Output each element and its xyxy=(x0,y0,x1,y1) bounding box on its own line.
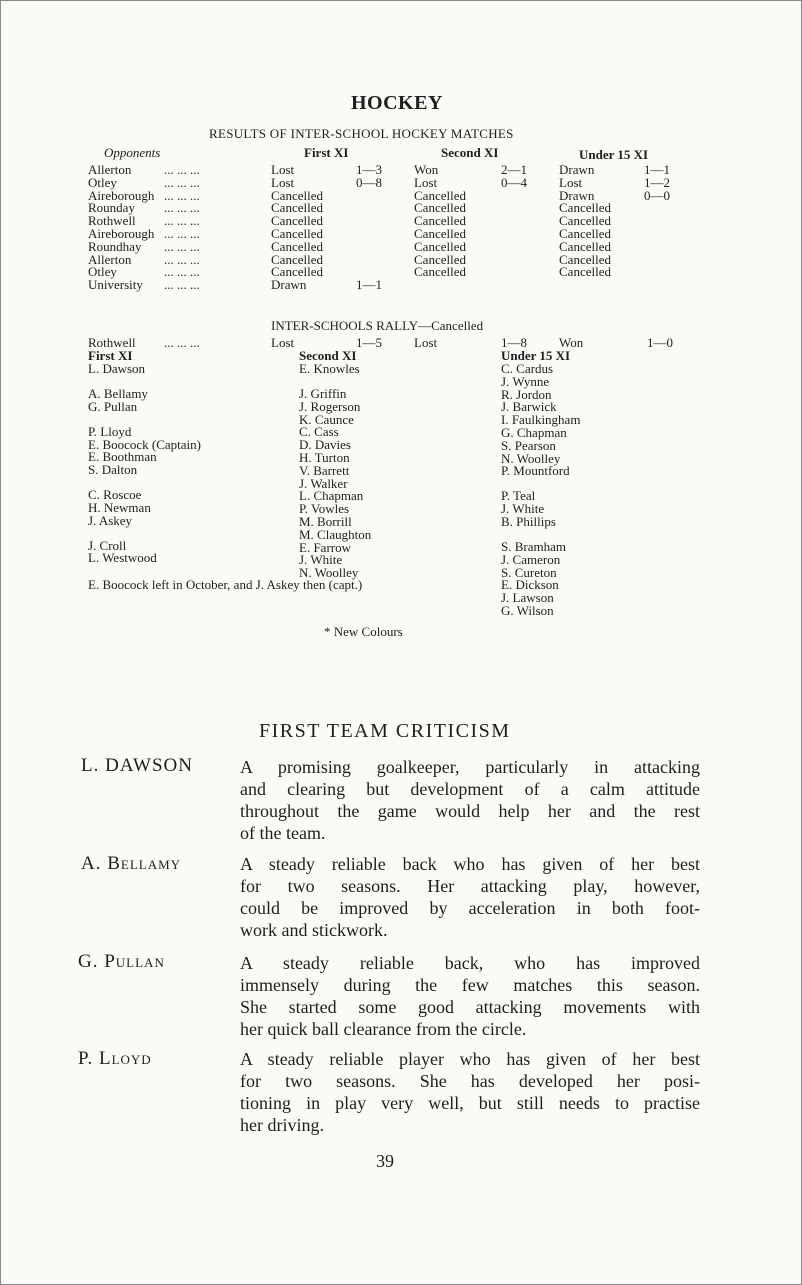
under15-result: Cancelled xyxy=(559,239,611,254)
rothwell-under15-result: Won xyxy=(559,335,584,350)
first-xi-score: 1—1 xyxy=(356,277,382,292)
first-xi-result: Cancelled xyxy=(271,213,323,228)
under15-xi-member: G. Chapman xyxy=(501,425,567,440)
second-xi-member: M. Claughton xyxy=(299,527,372,542)
criticism-line: her quick ball clearance from the circle. xyxy=(240,1019,527,1039)
under15-xi-member: J. Lawson xyxy=(501,590,554,605)
under15-xi-member: J. Barwick xyxy=(501,399,557,414)
second-xi-header: Second XI xyxy=(299,348,357,363)
criticism-name-lloyd: P. Lloyd xyxy=(78,1048,152,1069)
leader-dots: ... ... ... xyxy=(164,200,200,215)
header-second-xi: Second XI xyxy=(441,145,499,160)
under15-xi-member: P. Teal xyxy=(501,488,536,503)
second-xi-result: Won xyxy=(414,162,439,177)
under15-score: 1—1 xyxy=(644,162,670,177)
second-xi-member: V. Barrett xyxy=(299,463,350,478)
criticism-line: for two seasons. She has developed her posi- xyxy=(240,1071,700,1091)
second-xi-result: Cancelled xyxy=(414,239,466,254)
header-opponents: Opponents xyxy=(104,145,161,160)
page-subtitle: RESULTS OF INTER-SCHOOL HOCKEY MATCHES xyxy=(209,126,514,141)
opponent-cell: Rothwell xyxy=(88,213,136,228)
criticism-line: immensely during the few matches this season. xyxy=(240,975,700,995)
first-xi-member: J. Croll xyxy=(88,538,127,553)
criticism-text-bellamy xyxy=(240,853,700,941)
first-xi-result: Cancelled xyxy=(271,239,323,254)
first-xi-score: 0—8 xyxy=(356,175,382,190)
opponent-cell: Roundhay xyxy=(88,239,142,254)
second-xi-result: Cancelled xyxy=(414,188,466,203)
under15-result: Cancelled xyxy=(559,264,611,279)
second-xi-result: Lost xyxy=(414,175,438,190)
second-xi-result: Cancelled xyxy=(414,200,466,215)
first-xi-member: A. Bellamy xyxy=(88,386,148,401)
criticism-line: could be improved by acceleration in both foot- xyxy=(240,898,700,918)
leader-dots: ... ... ... xyxy=(164,277,200,292)
first-xi-score: 1—3 xyxy=(356,162,382,177)
first-xi-member: G. Pullan xyxy=(88,399,138,414)
second-xi-member: P. Vowles xyxy=(299,501,350,516)
first-xi-result: Cancelled xyxy=(271,226,323,241)
page-title: HOCKEY xyxy=(351,92,443,114)
second-xi-member: K. Caunce xyxy=(299,412,354,427)
second-xi-member: J. Griffin xyxy=(299,386,347,401)
first-xi-member: L. Dawson xyxy=(88,361,146,376)
leader-dots: ... ... ... xyxy=(164,188,200,203)
under15-result: Cancelled xyxy=(559,226,611,241)
first-xi-result: Cancelled xyxy=(271,200,323,215)
under15-result: Lost xyxy=(559,175,583,190)
leader-dots: ... ... ... xyxy=(164,226,200,241)
criticism-line: throughout the game would help her and the rest xyxy=(240,801,700,821)
leader-dots: ... ... ... xyxy=(164,239,200,254)
captain-note: E. Boocock left in October, and J. Askey then (capt.) xyxy=(88,577,363,592)
rothwell-first-result: Lost xyxy=(271,335,295,350)
under15-result: Drawn xyxy=(559,162,595,177)
criticism-line: A steady reliable back who has given of her best xyxy=(240,854,700,874)
first-xi-result: Drawn xyxy=(271,277,307,292)
header-first-xi: First XI xyxy=(304,145,349,160)
second-xi-member: E. Farrow xyxy=(299,540,351,555)
criticism-line: A promising goalkeeper, particularly in attacking xyxy=(240,757,700,777)
under15-result: Drawn xyxy=(559,188,595,203)
opponent-cell: Allerton xyxy=(88,162,132,177)
second-xi-member: M. Borrill xyxy=(299,514,352,529)
opponent-cell: Aireborough xyxy=(88,226,155,241)
leader-dots: ... ... ... xyxy=(164,175,200,190)
under15-result: Cancelled xyxy=(559,252,611,267)
under15-result: Cancelled xyxy=(559,213,611,228)
criticism-line: A steady reliable back, who has improved xyxy=(240,953,700,973)
under15-xi-member: J. White xyxy=(501,501,545,516)
opponent-cell: University xyxy=(88,277,143,292)
second-xi-result: Cancelled xyxy=(414,264,466,279)
first-xi-result: Lost xyxy=(271,175,295,190)
second-xi-member: N. Woolley xyxy=(299,565,359,580)
second-xi-score: 0—4 xyxy=(501,175,527,190)
second-xi-member: C. Cass xyxy=(299,424,339,439)
rothwell-second-score: 1—8 xyxy=(501,335,527,350)
criticism-line: A steady reliable player who has given of her best xyxy=(240,1049,700,1069)
criticism-line: of the team. xyxy=(240,823,326,843)
criticism-line: her driving. xyxy=(240,1115,324,1135)
leader-dots: ... ... ... xyxy=(164,252,200,267)
rothwell-leaders: ... ... ... xyxy=(164,335,200,350)
under15-xi-member: I. Faulkingham xyxy=(501,412,581,427)
under15-xi-member: R. Jordon xyxy=(501,387,552,402)
under15-xi-member: J. Wynne xyxy=(501,374,550,389)
under15-xi-member: N. Woolley xyxy=(501,451,561,466)
criticism-line: for two seasons. Her attacking play, however, xyxy=(240,876,700,896)
second-xi-score: 2—1 xyxy=(501,162,527,177)
criticism-heading: FIRST TEAM CRITICISM xyxy=(259,720,511,742)
criticism-line: tioning in play very well, but still needs to practise xyxy=(240,1093,700,1113)
first-xi-header: First XI xyxy=(88,348,133,363)
leader-dots: ... ... ... xyxy=(164,213,200,228)
first-xi-member: S. Dalton xyxy=(88,462,138,477)
second-xi-member: J. Walker xyxy=(299,476,348,491)
first-xi-result: Cancelled xyxy=(271,264,323,279)
first-xi-member: C. Roscoe xyxy=(88,487,142,502)
criticism-text-dawson xyxy=(240,756,700,844)
first-xi-result: Cancelled xyxy=(271,188,323,203)
under15-xi-member: E. Dickson xyxy=(501,577,559,592)
opponent-cell: Allerton xyxy=(88,252,132,267)
under15-xi-header: Under 15 XI xyxy=(501,348,571,363)
leader-dots: ... ... ... xyxy=(164,162,200,177)
second-xi-member: L. Chapman xyxy=(299,488,364,503)
opponent-cell: Rounday xyxy=(88,200,135,215)
under15-xi-member: B. Phillips xyxy=(501,514,556,529)
criticism-name-dawson: L. DAWSON xyxy=(81,755,193,776)
under15-xi-member: G. Wilson xyxy=(501,603,554,618)
rally-line: INTER-SCHOOLS RALLY—Cancelled xyxy=(271,318,484,333)
first-xi-member: H. Newman xyxy=(88,500,151,515)
second-xi-member: D. Davies xyxy=(299,437,351,452)
rothwell-under15-score: 1—0 xyxy=(647,335,673,350)
first-xi-member: L. Westwood xyxy=(88,550,157,565)
opponent-cell: Aireborough xyxy=(88,188,155,203)
new-colours-note: * New Colours xyxy=(324,624,403,639)
second-xi-member: H. Turton xyxy=(299,450,350,465)
second-xi-result: Cancelled xyxy=(414,252,466,267)
leader-dots: ... ... ... xyxy=(164,264,200,279)
second-xi-member: E. Knowles xyxy=(299,361,360,376)
second-xi-result: Cancelled xyxy=(414,213,466,228)
second-xi-result: Cancelled xyxy=(414,226,466,241)
second-xi-member: J. White xyxy=(299,552,343,567)
first-xi-member: E. Boocock (Captain) xyxy=(88,437,201,452)
criticism-name-pullan: G. Pullan xyxy=(78,951,165,972)
under15-xi-member: S. Bramham xyxy=(501,539,566,554)
header-under15-xi: Under 15 XI xyxy=(579,147,649,162)
criticism-line: She started some good attacking movements with xyxy=(240,997,700,1017)
opponent-cell: Otley xyxy=(88,264,117,279)
first-xi-result: Lost xyxy=(271,162,295,177)
criticism-text-pullan xyxy=(240,952,700,1040)
rothwell-opponent: Rothwell xyxy=(88,335,136,350)
criticism-line: and clearing but development of a calm attitude xyxy=(240,779,700,799)
under15-result: Cancelled xyxy=(559,200,611,215)
rothwell-first-score: 1—5 xyxy=(356,335,382,350)
page-number: 39 xyxy=(376,1151,394,1171)
under15-xi-member: S. Cureton xyxy=(501,565,557,580)
under15-xi-member: C. Cardus xyxy=(501,361,553,376)
under15-score: 1—2 xyxy=(644,175,670,190)
first-xi-member: E. Boothman xyxy=(88,449,157,464)
under15-xi-member: S. Pearson xyxy=(501,438,556,453)
first-xi-result: Cancelled xyxy=(271,252,323,267)
opponent-cell: Otley xyxy=(88,175,117,190)
criticism-text-lloyd xyxy=(240,1048,700,1136)
first-xi-member: P. Lloyd xyxy=(88,424,132,439)
criticism-name-bellamy: A. Bellamy xyxy=(81,853,182,874)
first-xi-member: J. Askey xyxy=(88,513,133,528)
rothwell-second-result: Lost xyxy=(414,335,438,350)
second-xi-member: J. Rogerson xyxy=(299,399,361,414)
under15-score: 0—0 xyxy=(644,188,670,203)
under15-xi-member: J. Cameron xyxy=(501,552,561,567)
criticism-line: work and stickwork. xyxy=(240,920,388,940)
under15-xi-member: P. Mountford xyxy=(501,463,570,478)
